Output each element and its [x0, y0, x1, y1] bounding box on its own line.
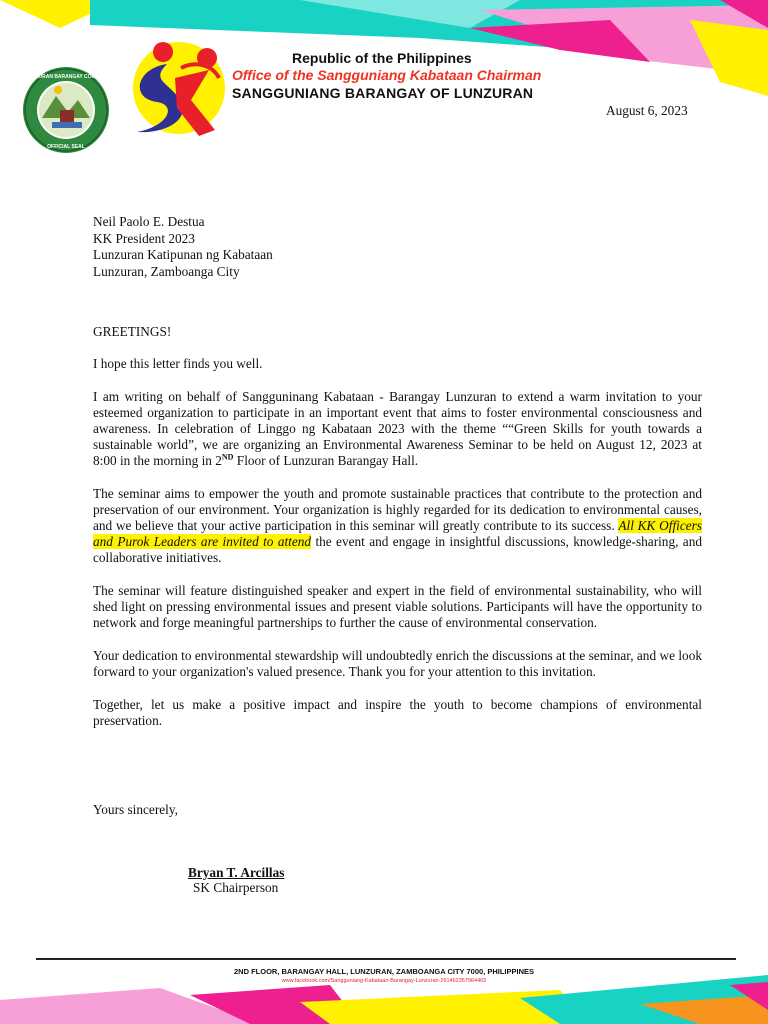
paragraph-1: I hope this letter finds you well.: [93, 356, 263, 371]
paragraph-5: Your dedication to environmental stewardship will undoubtedly enrich the discussions at the seminar, and we look forward to your organization's valued presence. Thank you for your attention to this invitation.: [93, 648, 702, 679]
paragraph-6: Together, let us make a positive impact and inspire the youth to become champions of environmental preservation.: [93, 697, 702, 728]
paragraph-2-text-a: I am writing on behalf of Sangguninang Kabataan - Barangay Lunzuran to extend a warm invitation to your esteemed organization to participate in an important event that aims to foster environmental consciousness and awareness. In celebration of Linggo ng Kabataan 2023 with the theme ““Green Skills for youth towards a sustainable world”, we are organizing an Environmental Awareness Seminar to be held on August 12, 2023 at 8:00 in the morning in 2: [93, 389, 702, 468]
highlighted-invitation: All KK Officers and Purok Leaders are invited to attend: [93, 518, 702, 549]
paragraph-3-text-a: The seminar aims to empower the youth and promote sustainable practices that contribute to the protection and preservation of our environment. Your organization is highly regarded for its dedication to environmental causes, and we believe that your active participation in this seminar will greatly contribute to its success.: [93, 486, 702, 533]
paragraph-3: [93, 486, 702, 566]
paragraph-2: [93, 389, 702, 469]
barangay-seal-icon: [22, 66, 110, 154]
footer-url: www.facebook.com/Sangguniang-Kabataan-Barangay-Lunzuran-261462357964465: [281, 978, 487, 984]
paragraph-3-text-b: the event and engage in insightful discussions, knowledge-sharing, and collaborative initiatives.: [93, 534, 703, 565]
seal-ring-text: LUNZURAN BARANGAY COUNCIL: [25, 74, 107, 80]
recipient-org: Lunzuran Katipunan ng Kabataan: [93, 247, 273, 263]
closing: Yours sincerely,: [93, 802, 178, 817]
signer-name: Bryan T. Arcillas: [188, 865, 285, 880]
recipient-block: [93, 214, 273, 281]
header-barangay: SANGGUNIANG BARANGAY OF LUNZURAN: [232, 85, 534, 101]
recipient-address: Lunzuran, Zamboanga City: [93, 264, 240, 280]
signer-title: SK Chairperson: [193, 880, 279, 895]
recipient-title: KK President 2023: [93, 230, 195, 246]
letter-date: August 6, 2023: [606, 103, 688, 118]
recipient-name: Neil Paolo E. Destua: [93, 214, 205, 229]
sk-logo-icon: [117, 38, 227, 148]
header-republic: Republic of the Philippines: [292, 50, 472, 66]
header-office: Office of the Sangguniang Kabataan Chairman: [232, 67, 542, 83]
paragraph-4: The seminar will feature distinguished speaker and expert in the field of environmental sustainability, who will shed light on pressing environmental issues and present viable solutions. Participants will have the opportunity to network and forge meaningful partnerships to further the cause of environmental conservation.: [93, 583, 702, 630]
greeting: GREETINGS!: [93, 324, 172, 339]
footer-address: 2ND FLOOR, BARANGAY HALL, LUNZURAN, ZAMBOANGA CITY 7000, PHILIPPINES: [233, 967, 535, 976]
seal-bottom-text: OFFICIAL SEAL: [47, 144, 85, 150]
ordinal-superscript: ND: [221, 452, 234, 462]
letter-body: [93, 324, 702, 729]
paragraph-2-text-b: Floor of Lunzuran Barangay Hall.: [233, 453, 419, 468]
footer-divider: [36, 958, 736, 960]
